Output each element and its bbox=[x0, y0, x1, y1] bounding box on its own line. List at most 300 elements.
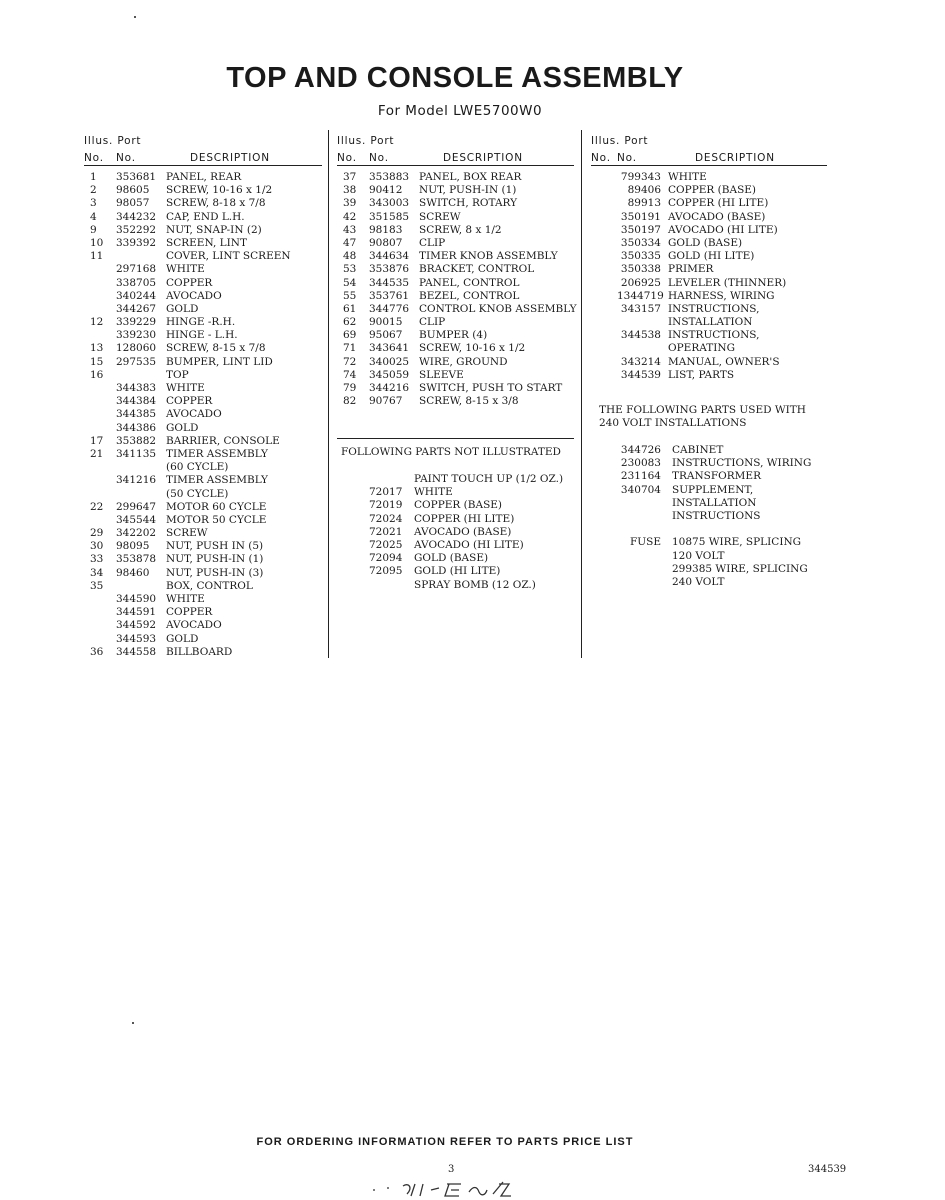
part-number: 72025 bbox=[369, 538, 403, 551]
part-description: SLEEVE bbox=[419, 368, 464, 381]
table-row bbox=[337, 290, 577, 303]
illus-number: 22 bbox=[90, 500, 104, 513]
part-number: 344267 bbox=[116, 302, 157, 315]
part-number: 339229 bbox=[116, 316, 157, 329]
volt240-list bbox=[591, 444, 831, 589]
parts-list bbox=[337, 171, 577, 408]
part-number: 338705 bbox=[116, 276, 157, 289]
part-description: WIRE, GROUND bbox=[419, 355, 508, 368]
illus-number: 33 bbox=[90, 553, 104, 566]
part-description: AVOCADO (HI LITE) bbox=[414, 538, 524, 551]
part-number: 353761 bbox=[369, 289, 410, 302]
part-description: 10875 WIRE, SPLICING bbox=[672, 536, 802, 549]
table-row bbox=[591, 224, 831, 237]
part-number: 1344719 bbox=[617, 289, 664, 302]
table-row bbox=[84, 356, 324, 369]
part-number: 344535 bbox=[369, 276, 410, 289]
parts-column-2 bbox=[337, 133, 577, 406]
part-description: GOLD (BASE) bbox=[668, 236, 743, 249]
part-description: SCREW, 10-16 x 1/2 bbox=[419, 342, 526, 355]
illus-number: 47 bbox=[343, 236, 357, 249]
header-illus-port: Illus. Port bbox=[84, 135, 142, 147]
illus-number: 74 bbox=[343, 368, 357, 381]
part-description: INSTALLATION bbox=[672, 496, 757, 509]
part-description: TIMER ASSEMBLY bbox=[166, 447, 268, 460]
header-part-no: No. bbox=[116, 152, 136, 164]
table-row bbox=[84, 382, 324, 395]
part-description: MOTOR 60 CYCLE bbox=[166, 500, 267, 513]
illus-number: 16 bbox=[90, 368, 104, 381]
table-row bbox=[337, 513, 577, 526]
part-number: 95067 bbox=[369, 329, 403, 342]
part-number: 231164 bbox=[620, 470, 661, 483]
part-description: SUPPLEMENT, bbox=[672, 483, 754, 496]
part-description: SCREW bbox=[419, 210, 461, 223]
part-number: 297535 bbox=[116, 355, 157, 368]
part-description: CABINET bbox=[672, 444, 724, 456]
ordering-footer: FOR ORDERING INFORMATION REFER TO PARTS PRICE LIST bbox=[256, 1136, 634, 1148]
part-number: 343157 bbox=[620, 302, 661, 315]
table-row bbox=[84, 527, 324, 540]
part-description: OPERATING bbox=[668, 342, 735, 355]
table-row bbox=[84, 488, 324, 501]
header-description: DESCRIPTION bbox=[443, 152, 523, 164]
table-row bbox=[591, 369, 831, 382]
table-row bbox=[337, 303, 577, 316]
part-number: 344776 bbox=[369, 302, 410, 315]
illus-number: 37 bbox=[343, 171, 357, 183]
part-description: WHITE bbox=[668, 171, 707, 183]
parts-column-1 bbox=[84, 133, 324, 657]
part-number: 344591 bbox=[116, 606, 157, 619]
table-row bbox=[84, 422, 324, 435]
table-row bbox=[591, 316, 831, 329]
table-row bbox=[337, 342, 577, 355]
table-row bbox=[84, 369, 324, 382]
illus-number: 3 bbox=[90, 197, 97, 210]
section-separator bbox=[337, 438, 574, 439]
header-rule bbox=[337, 165, 574, 166]
table-row bbox=[591, 536, 831, 549]
part-number: 339230 bbox=[116, 329, 157, 342]
illus-number: 9 bbox=[90, 223, 97, 236]
illus-number: 79 bbox=[343, 382, 357, 394]
part-description: BILLBOARD bbox=[166, 645, 233, 658]
part-description: (50 CYCLE) bbox=[166, 487, 229, 500]
table-row bbox=[84, 606, 324, 619]
header-rule bbox=[84, 165, 322, 166]
part-description: BUMPER, LINT LID bbox=[166, 355, 273, 368]
table-row bbox=[337, 369, 577, 382]
part-number: 352292 bbox=[116, 223, 157, 236]
part-description: NUT, PUSH-IN (1) bbox=[166, 553, 264, 566]
part-description: TOP bbox=[166, 368, 189, 381]
table-row bbox=[591, 277, 831, 290]
volt240-note-line2: 240 VOLT INSTALLATIONS bbox=[599, 417, 747, 429]
part-number: 343003 bbox=[369, 197, 410, 210]
table-row bbox=[84, 290, 324, 303]
table-row bbox=[84, 540, 324, 553]
table-row bbox=[337, 579, 577, 592]
page-title: TOP AND CONSOLE ASSEMBLY bbox=[226, 62, 684, 94]
column-divider-left bbox=[328, 130, 329, 658]
table-row bbox=[337, 316, 577, 329]
table-row bbox=[84, 580, 324, 593]
illus-number: 53 bbox=[343, 263, 357, 276]
table-row bbox=[591, 250, 831, 263]
part-description: BOX, CONTROL bbox=[166, 579, 253, 592]
table-row bbox=[337, 224, 577, 237]
table-row bbox=[337, 486, 577, 499]
header-illus-port: Illus. Port bbox=[591, 135, 649, 147]
table-row bbox=[84, 619, 324, 632]
table-row bbox=[84, 567, 324, 580]
illus-number: 39 bbox=[343, 197, 357, 210]
part-number: 98095 bbox=[116, 540, 150, 553]
table-row bbox=[337, 197, 577, 210]
part-description: BARRIER, CONSOLE bbox=[166, 434, 280, 447]
part-number: 90807 bbox=[369, 236, 403, 249]
parts-column-3 bbox=[591, 133, 831, 380]
table-row bbox=[337, 237, 577, 250]
header-description: DESCRIPTION bbox=[695, 152, 775, 164]
part-number: 72021 bbox=[369, 525, 403, 538]
table-row bbox=[84, 593, 324, 606]
part-description: AVOCADO bbox=[166, 289, 222, 302]
table-row bbox=[591, 184, 831, 197]
part-number: 345059 bbox=[369, 368, 410, 381]
part-description: SPRAY BOMB (12 OZ.) bbox=[414, 578, 536, 591]
table-row bbox=[337, 552, 577, 565]
part-number: 344538 bbox=[620, 329, 661, 342]
illus-number: 55 bbox=[343, 289, 357, 302]
table-row bbox=[591, 576, 831, 589]
part-number: 350334 bbox=[620, 236, 661, 249]
part-number: 344726 bbox=[620, 444, 661, 456]
table-row bbox=[84, 237, 324, 250]
parts-list bbox=[84, 171, 324, 659]
part-number: 98057 bbox=[116, 197, 150, 210]
page-number: 3 bbox=[448, 1164, 455, 1175]
header-rule bbox=[591, 165, 827, 166]
illus-number: 61 bbox=[343, 302, 357, 315]
header-no: No. bbox=[591, 152, 611, 164]
part-number: 72024 bbox=[369, 512, 403, 525]
header-part-no: No. bbox=[369, 152, 389, 164]
table-row bbox=[84, 342, 324, 355]
part-number: 344592 bbox=[116, 619, 157, 632]
part-description: INSTRUCTIONS, bbox=[668, 302, 760, 315]
model-subtitle: For Model LWE5700W0 bbox=[377, 103, 543, 119]
part-description: HINGE -R.H. bbox=[166, 316, 236, 329]
part-description: AVOCADO (BASE) bbox=[414, 525, 512, 538]
part-number: 344558 bbox=[116, 645, 157, 658]
table-row bbox=[337, 250, 577, 263]
part-number: 344634 bbox=[369, 250, 410, 263]
table-row bbox=[337, 526, 577, 539]
table-row bbox=[337, 356, 577, 369]
part-description: COPPER bbox=[166, 606, 213, 619]
table-row bbox=[337, 263, 577, 276]
part-description: AVOCADO (HI LITE) bbox=[668, 223, 778, 236]
illus-number: 54 bbox=[343, 276, 357, 289]
table-row bbox=[591, 523, 831, 536]
part-description: NUT, PUSH-IN (1) bbox=[419, 184, 517, 197]
table-row bbox=[591, 197, 831, 210]
part-description: (60 CYCLE) bbox=[166, 461, 229, 474]
table-row bbox=[84, 501, 324, 514]
part-number: 339392 bbox=[116, 236, 157, 249]
part-description: INSTRUCTIONS, bbox=[668, 329, 760, 342]
illus-number: 62 bbox=[343, 316, 357, 329]
table-row bbox=[591, 237, 831, 250]
table-row bbox=[337, 211, 577, 224]
illus-number: 13 bbox=[90, 342, 104, 355]
scan-speck bbox=[134, 16, 136, 18]
part-description: BUMPER (4) bbox=[419, 329, 488, 342]
table-row bbox=[84, 171, 324, 184]
part-description: SCREW, 8 x 1/2 bbox=[419, 223, 502, 236]
table-row bbox=[84, 514, 324, 527]
table-row bbox=[337, 499, 577, 512]
part-number: 350197 bbox=[620, 223, 661, 236]
part-number: 353876 bbox=[369, 263, 410, 276]
part-description: INSTALLATION bbox=[668, 316, 753, 329]
part-number: 128060 bbox=[116, 342, 157, 355]
illus-number: 1 bbox=[90, 171, 97, 183]
part-description: INSTRUCTIONS, WIRING bbox=[672, 457, 812, 470]
part-number: 345544 bbox=[116, 513, 157, 526]
table-row bbox=[337, 277, 577, 290]
illus-number: 11 bbox=[90, 250, 104, 263]
part-description: COVER, LINT SCREEN bbox=[166, 250, 291, 263]
document-number: 344539 bbox=[808, 1164, 847, 1175]
table-row bbox=[337, 395, 577, 408]
part-number: 72095 bbox=[369, 565, 403, 578]
table-row bbox=[84, 303, 324, 316]
table-row bbox=[84, 263, 324, 276]
part-number: 350338 bbox=[620, 263, 661, 276]
part-description: LIST, PARTS bbox=[668, 368, 735, 381]
part-description: CLIP bbox=[419, 236, 446, 249]
part-description: NUT, PUSH IN (5) bbox=[166, 540, 264, 553]
part-number: 90767 bbox=[369, 395, 403, 408]
part-description: CAP, END L.H. bbox=[166, 210, 245, 223]
part-description: TIMER ASSEMBLY bbox=[166, 474, 268, 487]
part-description: CLIP bbox=[419, 316, 446, 329]
table-row bbox=[84, 277, 324, 290]
part-description: COPPER (HI LITE) bbox=[414, 512, 515, 525]
handwritten-signature bbox=[365, 1178, 555, 1200]
table-row bbox=[337, 382, 577, 395]
table-row bbox=[591, 329, 831, 342]
part-number: 299647 bbox=[116, 500, 157, 513]
part-description: MOTOR 50 CYCLE bbox=[166, 513, 267, 526]
header-description: DESCRIPTION bbox=[190, 152, 270, 164]
part-description: GOLD bbox=[166, 632, 199, 645]
table-row bbox=[591, 290, 831, 303]
part-number: 72094 bbox=[369, 552, 403, 565]
part-description: SCREW bbox=[166, 527, 208, 540]
table-row bbox=[84, 211, 324, 224]
part-number: 341216 bbox=[116, 474, 157, 487]
part-number: 342202 bbox=[116, 527, 157, 540]
part-number: 343214 bbox=[620, 355, 661, 368]
part-description: MANUAL, OWNER'S bbox=[668, 355, 780, 368]
part-description: 299385 WIRE, SPLICING bbox=[672, 562, 808, 575]
table-row bbox=[591, 342, 831, 355]
part-number: 344385 bbox=[116, 408, 157, 421]
table-row bbox=[591, 550, 831, 563]
volt240-note-line1: THE FOLLOWING PARTS USED WITH bbox=[599, 404, 806, 416]
part-number: 340704 bbox=[620, 483, 661, 496]
table-row bbox=[591, 444, 831, 457]
illus-number: 36 bbox=[90, 645, 104, 658]
part-description: AVOCADO bbox=[166, 408, 222, 421]
illus-number: 4 bbox=[90, 210, 97, 223]
illus-number: 2 bbox=[90, 184, 97, 197]
scan-speck bbox=[132, 1022, 134, 1024]
part-description: 240 VOLT bbox=[672, 575, 725, 588]
part-number: 343641 bbox=[369, 342, 410, 355]
part-number: 350335 bbox=[620, 250, 661, 263]
table-row bbox=[84, 250, 324, 263]
table-row bbox=[84, 329, 324, 342]
part-description: NUT, PUSH-IN (3) bbox=[166, 566, 264, 579]
table-row bbox=[591, 484, 831, 497]
part-number: 344232 bbox=[116, 210, 157, 223]
illus-number: 34 bbox=[90, 566, 104, 579]
part-description: PRIMER bbox=[668, 263, 714, 276]
illus-number: 48 bbox=[343, 250, 357, 263]
illus-number: 12 bbox=[90, 316, 104, 329]
part-number: 353883 bbox=[369, 171, 410, 183]
header-illus-port: Illus. Port bbox=[337, 135, 395, 147]
part-number: 90412 bbox=[369, 184, 403, 197]
illus-number: 42 bbox=[343, 210, 357, 223]
part-number: 340025 bbox=[369, 355, 410, 368]
table-row bbox=[591, 563, 831, 576]
table-row bbox=[84, 408, 324, 421]
part-number: 344386 bbox=[116, 421, 157, 434]
part-number: 344539 bbox=[620, 368, 661, 381]
illus-number: 10 bbox=[90, 236, 104, 249]
table-row bbox=[84, 646, 324, 659]
part-description: WHITE bbox=[166, 382, 205, 394]
part-description: WHITE bbox=[166, 593, 205, 605]
part-description: 120 VOLT bbox=[672, 549, 725, 562]
table-row bbox=[337, 565, 577, 578]
table-row bbox=[591, 303, 831, 316]
part-number: 89406 bbox=[627, 184, 661, 197]
part-number: 89913 bbox=[627, 197, 661, 210]
part-number: 344383 bbox=[116, 382, 157, 394]
table-row bbox=[84, 633, 324, 646]
part-number: 72017 bbox=[369, 486, 403, 499]
part-description: WHITE bbox=[414, 486, 453, 499]
part-number: 98605 bbox=[116, 184, 150, 197]
illus-number: 82 bbox=[343, 395, 357, 408]
illus-number: 15 bbox=[90, 355, 104, 368]
part-number: 90015 bbox=[369, 316, 403, 329]
illus-number: 71 bbox=[343, 342, 357, 355]
column-header bbox=[337, 133, 577, 169]
part-description: WHITE bbox=[166, 263, 205, 276]
part-number: 353878 bbox=[116, 553, 157, 566]
parts-list bbox=[591, 171, 831, 382]
part-description: INSTRUCTIONS bbox=[672, 509, 761, 522]
illus-number: 17 bbox=[90, 434, 104, 447]
part-number: 799343 bbox=[620, 171, 661, 183]
table-row bbox=[337, 329, 577, 342]
part-number: 344384 bbox=[116, 395, 157, 408]
table-row bbox=[591, 356, 831, 369]
part-description: PANEL, CONTROL bbox=[419, 276, 520, 289]
table-row bbox=[84, 224, 324, 237]
part-description: TIMER KNOB ASSEMBLY bbox=[419, 250, 558, 263]
illus-number: 29 bbox=[90, 527, 104, 540]
table-row bbox=[84, 553, 324, 566]
table-row bbox=[84, 474, 324, 487]
part-description: CONTROL KNOB ASSEMBLY bbox=[419, 302, 577, 315]
part-number: 353882 bbox=[116, 434, 157, 447]
table-row bbox=[84, 435, 324, 448]
part-number: 340244 bbox=[116, 289, 157, 302]
table-row bbox=[337, 184, 577, 197]
table-row bbox=[591, 211, 831, 224]
part-number: 206925 bbox=[620, 276, 661, 289]
part-description: HARNESS, WIRING bbox=[668, 289, 775, 302]
table-row bbox=[591, 470, 831, 483]
illus-number: 43 bbox=[343, 223, 357, 236]
table-row bbox=[591, 171, 831, 184]
part-description: GOLD bbox=[166, 302, 199, 315]
part-number: 344593 bbox=[116, 632, 157, 645]
header-part-no: No. bbox=[617, 152, 637, 164]
part-description: BEZEL, CONTROL bbox=[419, 289, 520, 302]
part-description: GOLD bbox=[166, 421, 199, 434]
part-description: SCREW, 8-15 x 7/8 bbox=[166, 342, 266, 355]
part-description: GOLD (HI LITE) bbox=[414, 565, 501, 578]
part-description: SWITCH, ROTARY bbox=[419, 197, 518, 210]
part-description: COPPER (HI LITE) bbox=[668, 197, 769, 210]
part-description: PAINT TOUCH UP (1/2 OZ.) bbox=[414, 473, 564, 485]
column-header bbox=[84, 133, 324, 169]
table-row bbox=[84, 197, 324, 210]
part-description: LEVELER (THINNER) bbox=[668, 276, 787, 289]
part-description: SWITCH, PUSH TO START bbox=[419, 382, 563, 394]
table-row bbox=[337, 473, 577, 486]
part-description: SCREW, 8-15 x 3/8 bbox=[419, 395, 519, 408]
part-number: 297168 bbox=[116, 263, 157, 276]
part-description: COPPER (BASE) bbox=[668, 184, 757, 197]
part-description: COPPER bbox=[166, 395, 213, 408]
table-row bbox=[84, 184, 324, 197]
part-description: PANEL, REAR bbox=[166, 171, 242, 183]
column-divider-right bbox=[581, 130, 582, 658]
part-description: AVOCADO bbox=[166, 619, 222, 632]
header-no: No. bbox=[84, 152, 104, 164]
part-number: FUSE bbox=[630, 536, 661, 549]
part-number: 98183 bbox=[369, 223, 403, 236]
table-row bbox=[337, 539, 577, 552]
part-number: 341135 bbox=[116, 447, 157, 460]
illus-number: 69 bbox=[343, 329, 357, 342]
part-description: PANEL, BOX REAR bbox=[419, 171, 522, 183]
part-number: 350191 bbox=[620, 210, 661, 223]
table-row bbox=[591, 510, 831, 523]
part-number: 351585 bbox=[369, 210, 410, 223]
